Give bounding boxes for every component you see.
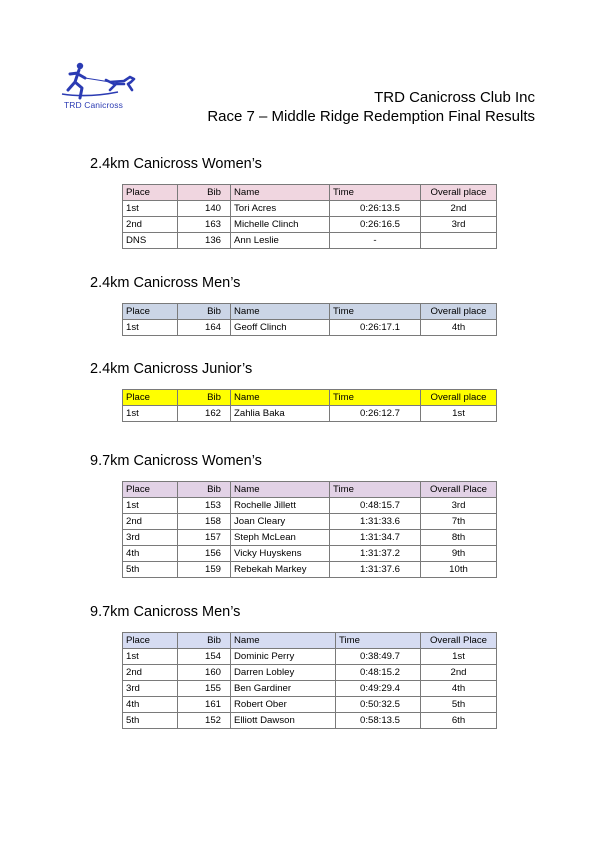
time-cell: 1:31:33.6 <box>330 514 421 530</box>
column-header: Bib <box>178 185 231 201</box>
place-cell: 2nd <box>123 217 178 233</box>
table-header-row <box>123 482 497 498</box>
section-title: 9.7km Canicross Men’s <box>90 604 241 620</box>
bib-cell: 156 <box>178 546 231 562</box>
overall-cell: 2nd <box>421 201 497 217</box>
results-table-women-9-7km <box>122 481 497 578</box>
table-row <box>123 514 497 530</box>
organization-name: TRD Canicross Club Inc <box>374 89 535 106</box>
overall-cell: 1st <box>421 649 497 665</box>
time-cell: - <box>330 233 421 249</box>
bib-cell: 154 <box>178 649 231 665</box>
bib-cell: 164 <box>178 320 231 336</box>
place-cell: 5th <box>123 713 178 729</box>
time-cell: 0:26:13.5 <box>330 201 421 217</box>
results-table-women-2-4km <box>122 184 497 249</box>
document-header <box>207 88 535 126</box>
bib-cell: 162 <box>178 406 231 422</box>
column-header: Bib <box>178 304 231 320</box>
time-cell: 0:50:32.5 <box>336 697 421 713</box>
time-cell: 0:26:17.1 <box>330 320 421 336</box>
place-cell: 2nd <box>123 665 178 681</box>
place-cell: 1st <box>123 201 178 217</box>
name-cell: Geoff Clinch <box>231 320 330 336</box>
name-cell: Dominic Perry <box>231 649 336 665</box>
overall-cell: 7th <box>421 514 497 530</box>
time-cell: 0:49:29.4 <box>336 681 421 697</box>
race-title: Race 7 – Middle Ridge Redemption Final Results <box>207 108 535 125</box>
table-row <box>123 665 497 681</box>
section-title: 2.4km Canicross Men’s <box>90 275 241 291</box>
column-header: Name <box>231 185 330 201</box>
logo-text: TRD Canicross <box>64 100 123 110</box>
table-row <box>123 498 497 514</box>
table-header-row <box>123 633 497 649</box>
overall-cell: 2nd <box>421 665 497 681</box>
place-cell: 1st <box>123 320 178 336</box>
time-cell: 0:38:49.7 <box>336 649 421 665</box>
time-cell: 0:48:15.2 <box>336 665 421 681</box>
column-header: Time <box>330 185 421 201</box>
column-header: Time <box>336 633 421 649</box>
place-cell: 3rd <box>123 530 178 546</box>
overall-cell: 4th <box>421 681 497 697</box>
name-cell: Tori Acres <box>231 201 330 217</box>
table-row <box>123 697 497 713</box>
name-cell: Vicky Huyskens <box>231 546 330 562</box>
name-cell: Ben Gardiner <box>231 681 336 697</box>
place-cell: 4th <box>123 697 178 713</box>
bib-cell: 158 <box>178 514 231 530</box>
bib-cell: 160 <box>178 665 231 681</box>
name-cell: Michelle Clinch <box>231 217 330 233</box>
table-row <box>123 201 497 217</box>
name-cell: Ann Leslie <box>231 233 330 249</box>
overall-cell: 3rd <box>421 498 497 514</box>
table-row <box>123 562 497 578</box>
results-table-men-2-4km <box>122 303 497 336</box>
column-header: Name <box>231 482 330 498</box>
name-cell: Robert Ober <box>231 697 336 713</box>
overall-cell: 9th <box>421 546 497 562</box>
table-header-row <box>123 390 497 406</box>
place-cell: 1st <box>123 649 178 665</box>
bib-cell: 159 <box>178 562 231 578</box>
results-table-men-9-7km <box>122 632 497 729</box>
bib-cell: 136 <box>178 233 231 249</box>
name-cell: Zahlia Baka <box>231 406 330 422</box>
time-cell: 0:26:16.5 <box>330 217 421 233</box>
column-header: Overall Place <box>421 482 497 498</box>
column-header: Place <box>123 185 178 201</box>
name-cell: Darren Lobley <box>231 665 336 681</box>
section-title: 2.4km Canicross Women’s <box>90 156 262 172</box>
place-cell: 1st <box>123 406 178 422</box>
place-cell: 4th <box>123 546 178 562</box>
overall-cell: 1st <box>421 406 497 422</box>
column-header: Place <box>123 633 178 649</box>
bib-cell: 153 <box>178 498 231 514</box>
column-header: Time <box>330 482 421 498</box>
table-header-row <box>123 304 497 320</box>
column-header: Bib <box>178 633 231 649</box>
column-header: Time <box>330 390 421 406</box>
time-cell: 0:48:15.7 <box>330 498 421 514</box>
name-cell: Rochelle Jillett <box>231 498 330 514</box>
overall-cell: 6th <box>421 713 497 729</box>
section-title: 9.7km Canicross Women’s <box>90 453 262 469</box>
place-cell: 3rd <box>123 681 178 697</box>
time-cell: 0:26:12.7 <box>330 406 421 422</box>
table-row <box>123 546 497 562</box>
table-row <box>123 320 497 336</box>
overall-cell: 5th <box>421 697 497 713</box>
time-cell: 0:58:13.5 <box>336 713 421 729</box>
place-cell: 5th <box>123 562 178 578</box>
bib-cell: 140 <box>178 201 231 217</box>
table-row <box>123 217 497 233</box>
bib-cell: 152 <box>178 713 231 729</box>
name-cell: Elliott Dawson <box>231 713 336 729</box>
place-cell: DNS <box>123 233 178 249</box>
time-cell: 1:31:34.7 <box>330 530 421 546</box>
column-header: Place <box>123 390 178 406</box>
column-header: Overall Place <box>421 633 497 649</box>
column-header: Overall place <box>421 304 497 320</box>
column-header: Name <box>231 304 330 320</box>
section-title: 2.4km Canicross Junior’s <box>90 361 253 377</box>
time-cell: 1:31:37.2 <box>330 546 421 562</box>
table-row <box>123 681 497 697</box>
overall-cell: 4th <box>421 320 497 336</box>
table-row <box>123 713 497 729</box>
column-header: Name <box>231 390 330 406</box>
table-row <box>123 406 497 422</box>
overall-cell: 10th <box>421 562 497 578</box>
overall-cell <box>421 233 497 249</box>
name-cell: Rebekah Markey <box>231 562 330 578</box>
bib-cell: 161 <box>178 697 231 713</box>
column-header: Place <box>123 304 178 320</box>
column-header: Name <box>231 633 336 649</box>
overall-cell: 3rd <box>421 217 497 233</box>
table-row <box>123 233 497 249</box>
column-header: Bib <box>178 390 231 406</box>
column-header: Time <box>330 304 421 320</box>
table-row <box>123 530 497 546</box>
table-row <box>123 649 497 665</box>
place-cell: 1st <box>123 498 178 514</box>
time-cell: 1:31:37.6 <box>330 562 421 578</box>
column-header: Overall place <box>421 390 497 406</box>
name-cell: Steph McLean <box>231 530 330 546</box>
overall-cell: 8th <box>421 530 497 546</box>
column-header: Bib <box>178 482 231 498</box>
table-header-row <box>123 185 497 201</box>
bib-cell: 155 <box>178 681 231 697</box>
place-cell: 2nd <box>123 514 178 530</box>
column-header: Overall place <box>421 185 497 201</box>
results-table-junior-2-4km <box>122 389 497 422</box>
bib-cell: 157 <box>178 530 231 546</box>
bib-cell: 163 <box>178 217 231 233</box>
column-header: Place <box>123 482 178 498</box>
name-cell: Joan Cleary <box>231 514 330 530</box>
